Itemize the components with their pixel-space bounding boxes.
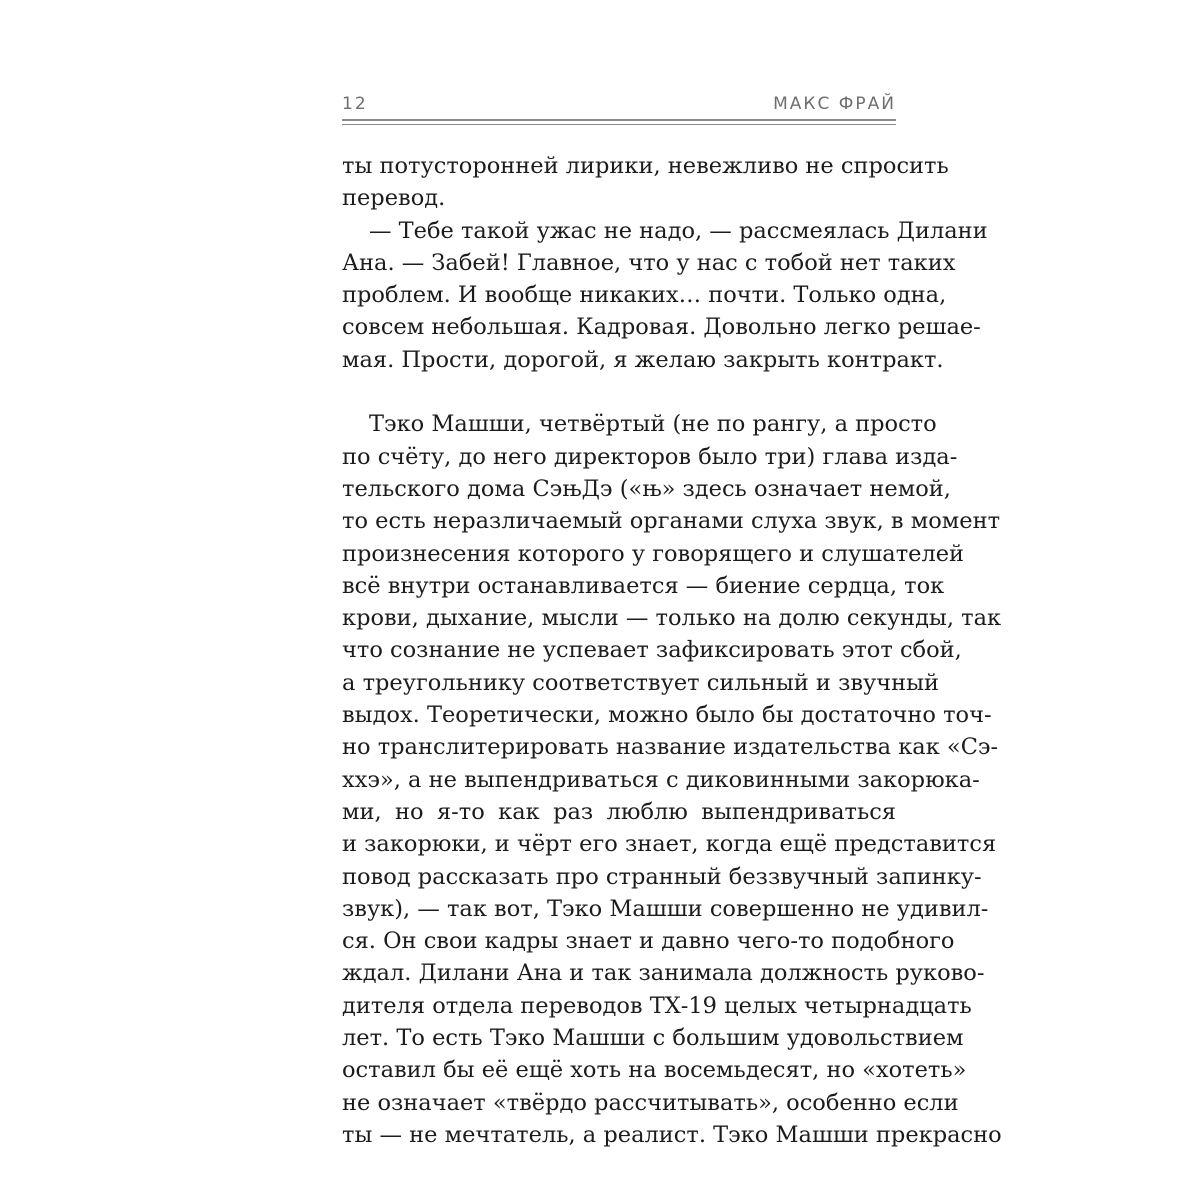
page-header [342, 92, 896, 116]
text-line: всё внутри останавливается — биение сердца, ток [342, 572, 945, 599]
text-line: ми, но я-то как раз люблю выпендриваться [342, 798, 896, 825]
text-line: то есть неразличаемый органами слуха звук, в момент [342, 508, 1001, 535]
text-line: — Тебе такой ужас не надо, — рассмеялась Дилани [369, 217, 988, 244]
text-body [342, 150, 1002, 1151]
text-line: совсем небольшая. Кадровая. Довольно легко решае- [342, 314, 981, 341]
text-line: и закорюки, и чёрт его знает, когда ещё представится [342, 831, 997, 858]
text-line: не означает «твёрдо рассчитывать», особенно если [342, 1089, 959, 1116]
text-line: повод рассказать про странный беззвучный запинку- [342, 863, 982, 890]
text-line: ты — не мечтатель, а реалист. Тэко Машши прекрасно [342, 1121, 1002, 1148]
text-line: лет. То есть Тэко Машши с большим удовольствием [342, 1025, 964, 1052]
text-line: произнесения которого у говорящего и слушателей [342, 540, 965, 567]
text-line: Ана. — Забей! Главное, что у нас с тобой нет таких [342, 249, 956, 276]
text-line: Тэко Машши, четвёртый (не по рангу, а просто [369, 411, 937, 438]
text-line: ты потусторонней лирики, невежливо не спросить [342, 153, 949, 179]
text-line: ся. Он свои кадры знает и давно чего-то подобного [342, 928, 955, 955]
section-break [342, 376, 896, 408]
text-line: ждал. Дилани Ана и так занимала должность руково- [342, 960, 985, 987]
text-line: но транслитерировать название издательства как «Сэ- [342, 734, 999, 761]
page-number: 12 [342, 94, 368, 114]
text-line: а треугольнику соответствует сильный и звучный [342, 669, 940, 696]
text-line: мая. Прости, дорогой, я желаю закрыть контракт. [342, 346, 944, 373]
text-line: проблем. И вообще никаких… почти. Только одна, [342, 282, 947, 309]
text-line: что сознание не успевает зафиксировать этот сбой, [342, 637, 962, 664]
paragraph-main [342, 408, 1002, 1151]
text-line: перевод. [342, 185, 446, 212]
header-rule-bottom [342, 124, 896, 125]
paragraph-continuation [342, 150, 949, 215]
text-line: звук), — так вот, Тэко Машши совершенно не удивил- [342, 895, 989, 922]
text-line: ххэ», а не выпендриваться с диковинными закорюка- [342, 766, 980, 793]
header-rule-top [342, 119, 896, 121]
paragraph-dialogue [342, 215, 988, 376]
text-line: тельского дома СэњДэ («њ» здесь означает немой, [342, 475, 951, 502]
text-line: крови, дыхание, мысли — только на долю секунды, так [342, 605, 1002, 632]
text-line: дителя отдела переводов ТХ-19 целых четырнадцать [342, 992, 972, 1019]
text-line: оставил бы её ещё хоть на восемьдесят, но «хотеть» [342, 1057, 967, 1084]
text-line: выдох. Теоретически, можно было бы достаточно точ- [342, 702, 992, 729]
text-line: по счёту, до него директоров было три) глава изда- [342, 443, 958, 470]
running-title: МАКС ФРАЙ [773, 94, 896, 114]
